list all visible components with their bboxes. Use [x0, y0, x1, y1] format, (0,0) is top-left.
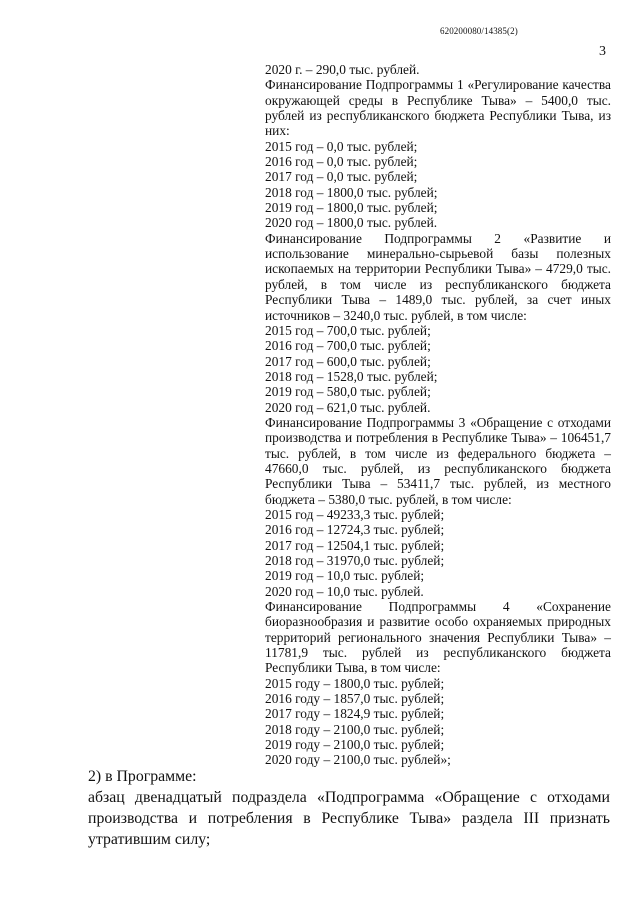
subprogram-4-year: 2016 году – 1857,0 тыс. рублей;: [265, 691, 445, 707]
intro-line: 2020 г. – 290,0 тыс. рублей.: [265, 62, 420, 77]
subprogram-2-financing: Финансирование Подпрограммы 2 «Развитие и использование минерально-сырьевой базы полезных ископаемых на территории Республики Тыва» – 4729,0 тыс. рублей, в том числе из республиканского бюджета Республики Тыва – 1489,0 тыс. рублей, за счет иных источников – 3240,0 тыс. рублей, в том числе:: [265, 230, 611, 323]
subprogram-1-year: 2019 год – 1800,0 тыс. рублей;: [265, 200, 438, 216]
subprogram-2-year: 2017 год – 600,0 тыс. рублей;: [265, 353, 431, 369]
subprogram-4-year: 2018 году – 2100,0 тыс. рублей;: [265, 721, 445, 737]
subprogram-1-year: 2020 год – 1800,0 тыс. рублей.: [265, 215, 438, 231]
subprogram-4-year: 2015 году – 1800,0 тыс. рублей;: [265, 675, 445, 691]
subprogram-3-year: 2020 год – 10,0 тыс. рублей.: [265, 583, 424, 599]
subprogram-1-year: 2017 год – 0,0 тыс. рублей;: [265, 169, 418, 185]
amendment-text: абзац двенадцатый подраздела «Подпрограмма «Обращение с отходами производства и потребления в Республике Тыва» раздела III признать утратившим силу;: [88, 789, 610, 848]
subprogram-1-year: 2018 год – 1800,0 тыс. рублей;: [265, 184, 438, 200]
financing-section: [265, 62, 611, 768]
subprogram-3-year: 2015 год – 49233,3 тыс. рублей;: [265, 506, 445, 522]
subprogram-3-year: 2017 год – 12504,1 тыс. рублей;: [265, 537, 445, 553]
subprogram-3-year: 2018 год – 31970,0 тыс. рублей;: [265, 553, 445, 568]
subprogram-4-year: 2020 году – 2100,0 тыс. рублей»;: [265, 752, 451, 768]
page-number: 3: [599, 44, 606, 59]
subprogram-1-financing: Финансирование Подпрограммы 1 «Регулирование качества окружающей среды в Республике Тыва» – 5400,0 тыс. рублей из республиканского бюджета Республики Тыва, из них:: [265, 77, 611, 139]
subprogram-2-year: 2015 год – 700,0 тыс. рублей;: [265, 322, 431, 338]
subprogram-3-year: 2016 год – 12724,3 тыс. рублей;: [265, 522, 445, 538]
subprogram-4-financing: Финансирование Подпрограммы 4 «Сохранение биоразнообразия и развитие особо охраняемых природных территорий регионального значения Республики Тыва» – 11781,9 тыс. рублей из республиканского бюджета Республики Тыва, в том числе:: [265, 599, 611, 676]
subprogram-1-year: 2016 год – 0,0 тыс. рублей;: [265, 154, 418, 170]
subprogram-2-year: 2020 год – 621,0 тыс. рублей.: [265, 399, 431, 415]
document-code: 620200080/14385(2): [440, 26, 518, 36]
subprogram-4-year: 2019 году – 2100,0 тыс. рублей;: [265, 737, 445, 753]
subprogram-3-year: 2019 год – 10,0 тыс. рублей;: [265, 568, 425, 584]
amendment-heading: 2) в Программе:: [88, 768, 197, 785]
amendment-section: [88, 766, 610, 850]
subprogram-3-financing: Финансирование Подпрограммы 3 «Обращение с отходами производства и потребления в Республике Тыва» – 106451,7 тыс. рублей, в том числе из федерального бюджета – 47660,0 тыс. рублей, из республиканского бюджета Республики Тыва – 53411,7 тыс. рублей, из местного бюджета – 5380,0 тыс. рублей, в том числе:: [265, 414, 611, 507]
subprogram-2-year: 2019 год – 580,0 тыс. рублей;: [265, 384, 431, 400]
subprogram-1-year: 2015 год – 0,0 тыс. рублей;: [265, 138, 418, 154]
subprogram-2-year: 2016 год – 700,0 тыс. рублей;: [265, 338, 431, 354]
subprogram-2-year: 2018 год – 1528,0 тыс. рублей;: [265, 368, 438, 384]
subprogram-4-year: 2017 году – 1824,9 тыс. рублей;: [265, 706, 445, 722]
